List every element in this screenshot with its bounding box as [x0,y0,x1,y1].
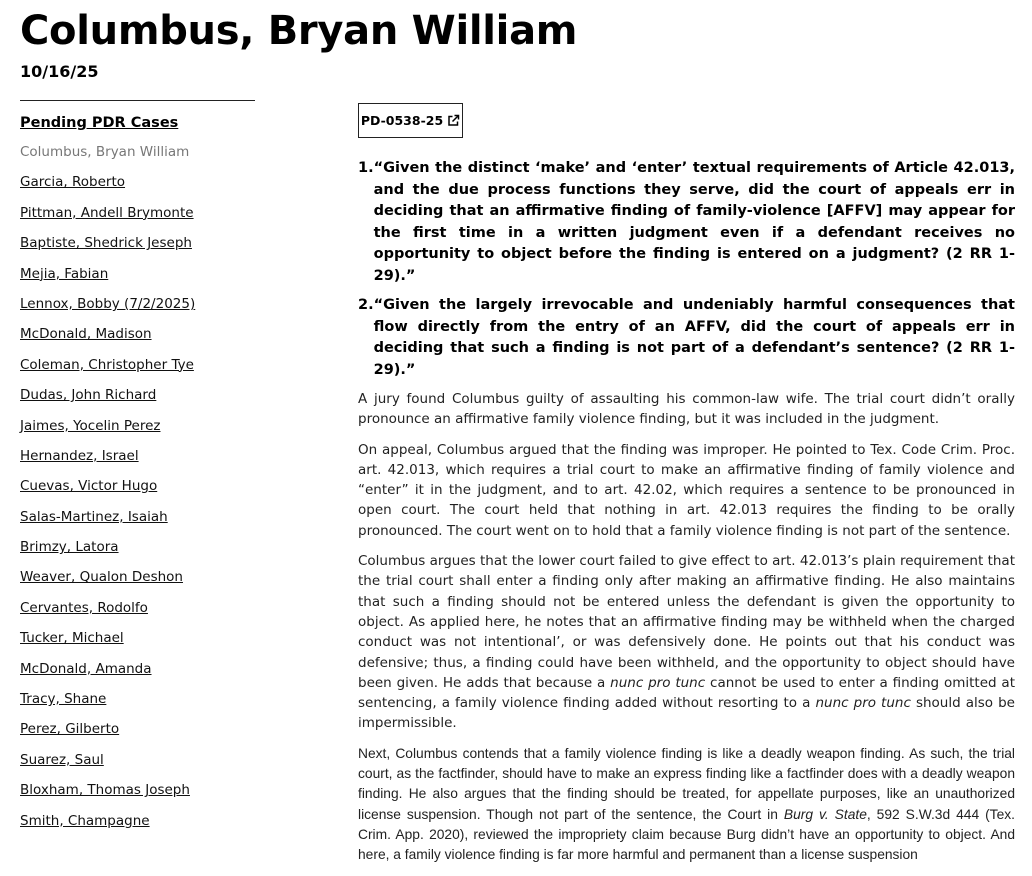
sidebar-link-smith[interactable]: Smith, Champagne [20,812,150,829]
case-citation: Burg v. State [783,806,867,822]
sidebar-link-mcdonald-amanda[interactable]: McDonald, Amanda [20,660,152,677]
sidebar-item-current: Columbus, Bryan William [20,144,190,160]
summary-paragraph-facts: A jury found Columbus guilty of assaulting his common-law wife. The trial court didn’t orally pronounce an affirmative family violence finding, but it was included in the judgment. [358,391,1015,428]
paragraph-text: cannot be used to enter a finding omitted at sentencing, a family violence finding added without resorting to a [358,674,1015,712]
sidebar-link-dudas[interactable]: Dudas, John Richard [20,387,157,404]
sidebar-link-jaimes[interactable]: Jaimes, Yocelin Perez [20,417,161,434]
sidebar-heading-pending-pdr-cases[interactable]: Pending PDR Cases [20,115,179,131]
sidebar-link-perez[interactable]: Perez, Gilberto [20,721,120,738]
issue-item [358,158,1015,287]
issue-number: 2. [358,297,374,313]
case-number-label: PD-0538-25 [360,113,444,128]
sidebar-link-tucker[interactable]: Tucker, Michael [20,630,124,647]
case-summary [358,158,1015,876]
sidebar-link-garcia[interactable]: Garcia, Roberto [20,174,126,191]
sidebar-link-baptiste[interactable]: Baptiste, Shedrick Jeseph [20,235,192,252]
issues-list [358,158,1015,381]
external-link-icon [447,114,460,127]
sidebar-link-suarez[interactable]: Suarez, Saul [20,751,104,768]
paragraph-italic-term: nunc pro tunc [815,695,911,712]
summary-paragraph-appeal: On appeal, Columbus argued that the finding was improper. He pointed to Tex. Code Crim. Proc. art. 42.013, which requires a trial court to make an affirmative finding of family violence and “enter” it in the judgment, and to art. 42.02, which requires a sentence to be pronounced in open court. The court held that nothing in art. 42.013 requires the finding to be orally pronounced. The court went on to hold that a family violence finding is not part of the sentence. [358,441,1015,539]
sidebar-link-cervantes[interactable]: Cervantes, Rodolfo [20,599,148,616]
sidebar-link-salas-martinez[interactable]: Salas-Martinez, Isaiah [20,508,168,525]
sidebar-link-coleman[interactable]: Coleman, Christopher Tye [20,356,194,373]
sidebar-link-mcdonald-madison[interactable]: McDonald, Madison [20,326,152,343]
sidebar [20,112,320,841]
summary-paragraph-argument [358,551,1015,734]
paragraph-text: should also be impermissible. [358,695,1015,732]
sidebar-link-cuevas[interactable]: Cuevas, Victor Hugo [20,478,158,495]
sidebar-link-pittman[interactable]: Pittman, Andell Brymonte [20,204,194,221]
issue-text: “Given the distinct ‘make’ and ‘enter’ textual requirements of Article 42.013, and the due process functions they serve, did the court of appeals err in deciding that an affirmative finding of family-violence [AFFV] may appear for the first time in a written judgment even if a defendant receives no opportunity to object before the finding is entered on a judgment? (2 RR 1-29).” [373,160,1015,284]
case-number-button[interactable] [358,103,463,138]
summary-paragraph-next [358,744,1015,866]
sidebar-divider [20,100,255,101]
sidebar-link-weaver[interactable]: Weaver, Qualon Deshon [20,569,183,586]
issue-item [358,295,1015,381]
paragraph-italic-term: nunc pro tunc [610,674,706,691]
issue-number: 1. [358,160,374,176]
page-title: Columbus, Bryan William [20,8,578,54]
sidebar-link-brimzy[interactable]: Brimzy, Latora [20,539,119,556]
sidebar-link-hernandez[interactable]: Hernandez, Israel [20,447,139,464]
issue-text: “Given the largely irrevocable and undeniably harmful consequences that flow directly from the entry of an AFFV, did the court of appeals err in deciding that such a finding is not part of a defendant’s sentence? (2 RR 1-29).” [373,297,1015,378]
sidebar-link-mejia[interactable]: Mejia, Fabian [20,265,109,282]
sidebar-link-lennox[interactable]: Lennox, Bobby (7/2/2025) [20,295,196,312]
paragraph-text: Columbus argues that the lower court failed to give effect to art. 42.013’s plain requirement that the trial court shall enter a finding only after making an affirmative finding. He also maintains that such a finding should not be entered unless the defendant is given the opportunity to object. As applied here, he notes that an affirmative finding may be withheld when the charged conduct was not intentional’, or was defensively done. He points out that his conduct was defensive; thus, a finding could have been withheld, and the opportunity to object should have been given. He adds that because a [358,553,1015,691]
paragraph-text: Next, Columbus contends that a family violence finding is like a deadly weapon finding. As such, the trial court, as the factfinder, should have to make an express finding like a factfinder does with a deadly weapon finding. He also argues that the finding should be treated, for appellate purposes, like an unauthorized license suspension. Though not part of the sentence, the Court in [358,745,1015,822]
sidebar-link-bloxham[interactable]: Bloxham, Thomas Joseph [20,782,190,799]
paragraph-text: , 592 S.W.3d 444 (Tex. Crim. App. 2020), reviewed the impropriety claim because Burg didn’t have an opportunity to object. And here, a family violence finding is far more harmful and permanent than a license suspension [358,806,1015,863]
decision-date: 10/16/25 [20,62,99,81]
sidebar-link-tracy[interactable]: Tracy, Shane [20,691,107,708]
